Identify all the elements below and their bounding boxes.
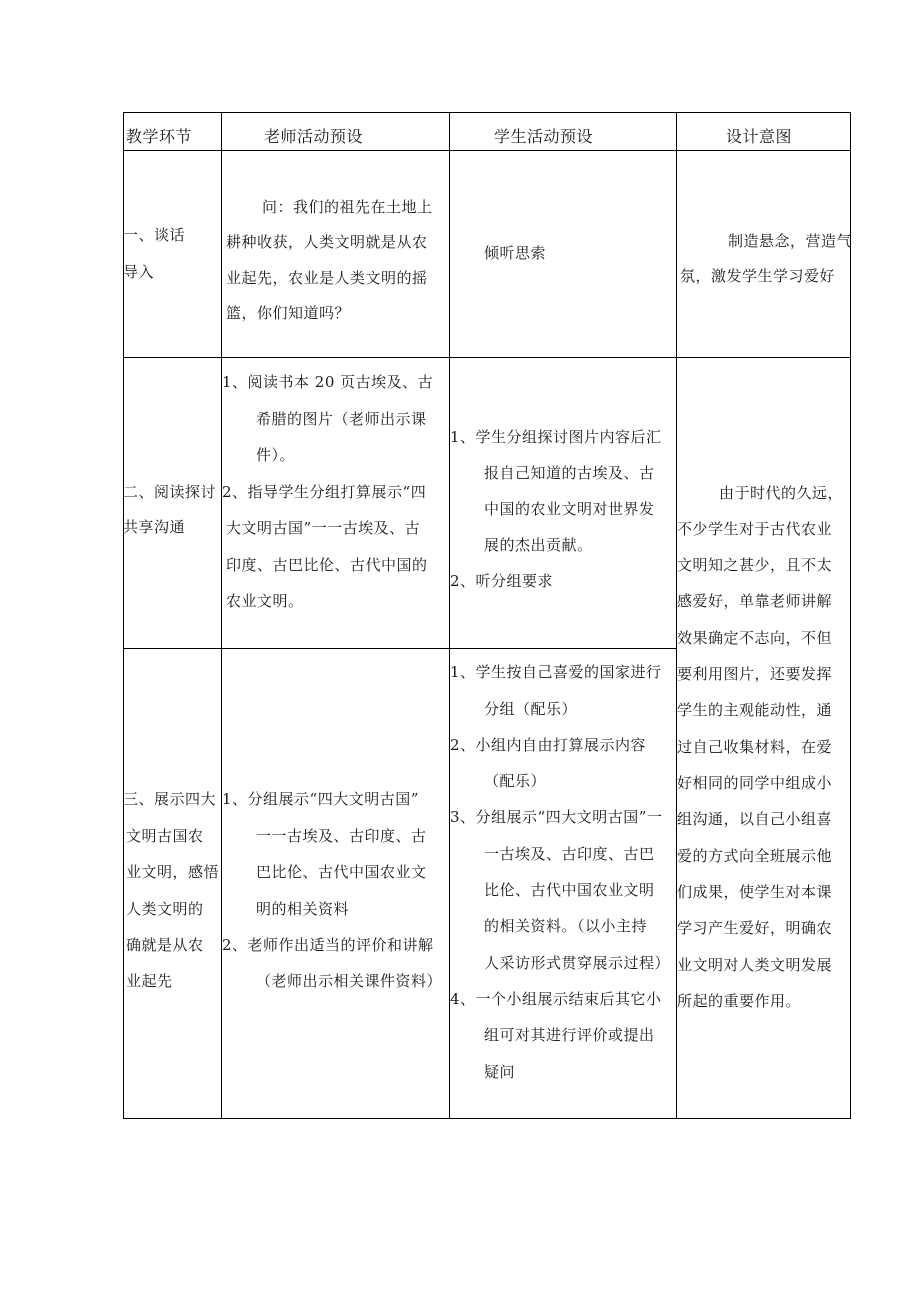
teacher-cell-text: 大文明古国”一一古埃及、古	[226, 519, 421, 537]
design-cell-text: 效果确定不志向，不但	[677, 629, 833, 647]
stage-cell-text: 一、谈话	[123, 226, 186, 244]
teacher-cell-text: （老师出示相关课件资料）	[256, 972, 443, 990]
stage-cell-text: 业起先	[126, 972, 173, 990]
stage-cell-text: 业文明，感悟	[126, 863, 220, 881]
student-cell-text: 组可对其进行评价或提出	[484, 1026, 655, 1044]
student-cell-text: 2、小组内自由打算展示内容	[450, 736, 647, 754]
row-divider	[124, 150, 850, 151]
design-cell-text: 要利用图片，还要发挥	[677, 665, 833, 683]
teacher-cell-text: 巴比伦、古代中国农业文	[256, 863, 427, 881]
design-cell-text: 学习产生爱好，明确农	[677, 919, 833, 937]
student-cell-text: 3、分组展示“四大文明古国”一	[450, 808, 663, 826]
teacher-cell-text: 业起先，农业是人类文明的摇	[226, 269, 428, 287]
header-teacher: 老师活动预设	[264, 127, 364, 146]
stage-cell-text: 确就是从农	[126, 936, 204, 954]
design-cell-text: 不少学生对于古代农业	[677, 520, 833, 538]
design-cell-text: 过自己收集材料，在爱	[677, 738, 833, 756]
student-cell-text: 1、学生分组探讨图片内容后汇	[450, 428, 662, 446]
stage-cell-text: 人类文明的	[126, 900, 204, 918]
header-design: 设计意图	[726, 127, 793, 146]
teacher-cell-text: 1、阅读书本 20 页古埃及、古	[222, 373, 434, 391]
teacher-cell-text: 耕种收获，人类文明就是从农	[226, 233, 428, 251]
student-cell-text: 报自己知道的古埃及、古	[484, 464, 655, 482]
design-cell-text: 业文明对人类文明发展	[677, 956, 833, 974]
stage-cell-text: 二、阅读探讨	[123, 483, 217, 501]
design-cell-text: 好相同的同学中组成小	[677, 774, 833, 792]
teacher-cell-text: 一一古埃及、古印度、古	[256, 827, 427, 845]
teacher-cell-text: 2、老师作出适当的评价和讲解	[222, 936, 434, 954]
student-cell-text: 人采访形式贯穿展示过程）	[484, 954, 671, 972]
teacher-cell-text: 明的相关资料	[256, 900, 350, 918]
column-divider	[449, 113, 450, 1118]
design-cell-text: 由于时代的久远，	[719, 484, 844, 502]
design-cell-text: 组沟通，以自己小组喜	[677, 810, 833, 828]
student-cell-text: 倾听思索	[484, 244, 547, 262]
student-cell-text: 的相关资料。（以小主持	[484, 917, 648, 935]
column-divider	[221, 113, 222, 1118]
header-stage: 教学环节	[126, 127, 193, 146]
design-cell-text: 文明知之甚少，且不太	[677, 556, 833, 574]
teacher-cell-text: 2、指导学生分组打算展示“四	[222, 483, 427, 501]
lesson-plan-table	[123, 112, 851, 1119]
design-cell-text: 们成果，使学生对本课	[677, 883, 833, 901]
row-divider	[124, 357, 850, 358]
student-cell-text: 比伦、古代中国农业文明	[484, 881, 655, 899]
design-cell-text: 氛，激发学生学习爱好	[680, 267, 836, 285]
student-cell-text: 2、听分组要求	[450, 572, 554, 590]
design-cell-text: 感爱好，单靠老师讲解	[677, 592, 833, 610]
teacher-cell-text: 篮，你们知道吗？	[226, 304, 351, 322]
row-divider	[124, 648, 676, 649]
design-cell-text: 爱的方式向全班展示他	[677, 847, 833, 865]
student-cell-text: 中国的农业文明对世界发	[484, 500, 655, 518]
teacher-cell-text: 农业文明。	[226, 592, 304, 610]
teacher-cell-text: 1、分组展示“四大文明古国”	[222, 790, 419, 808]
stage-cell-text: 共享沟通	[123, 518, 186, 536]
stage-cell-text: 导入	[123, 263, 155, 281]
teacher-cell-text: 件）。	[256, 446, 296, 464]
header-student: 学生活动预设	[494, 127, 594, 146]
stage-cell-text: 三、展示四大	[123, 790, 217, 808]
student-cell-text: 一古埃及、古印度、古巴	[484, 845, 655, 863]
stage-cell-text: 文明古国农	[126, 827, 204, 845]
teacher-cell-text: 印度、古巴比伦、古代中国的	[226, 556, 428, 574]
student-cell-text: 展的杰出贡献。	[484, 536, 593, 554]
student-cell-text: 4、一个小组展示结束后其它小	[450, 990, 662, 1008]
teacher-cell-text: 问：我们的祖先在土地上	[262, 198, 433, 216]
design-cell-text: 所起的重要作用。	[677, 992, 802, 1010]
student-cell-text: 疑问	[484, 1063, 516, 1081]
teacher-cell-text: 希腊的图片（老师出示课	[256, 410, 427, 428]
design-cell-text: 学生的主观能动性，通	[677, 701, 833, 719]
student-cell-text: 分组（配乐）	[484, 700, 578, 718]
student-cell-text: 1、学生按自己喜爱的国家进行	[450, 663, 662, 681]
student-cell-text: （配乐）	[484, 772, 547, 790]
design-cell-text: 制造悬念，营造气	[728, 232, 853, 250]
